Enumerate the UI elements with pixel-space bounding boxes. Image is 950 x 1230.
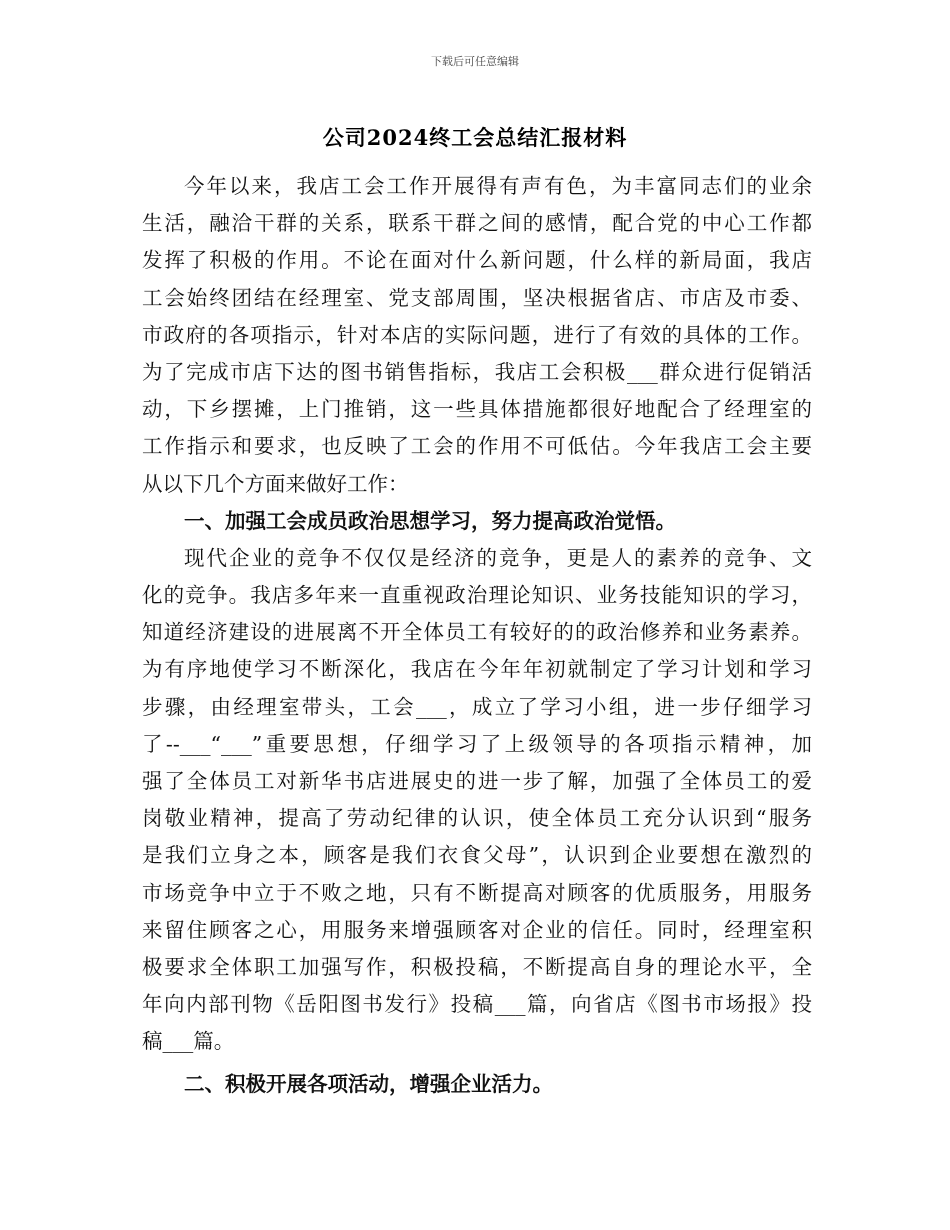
document-title: 公司2024终工会总结汇报材料 — [322, 125, 628, 150]
paragraph-line: 来留住顾客之心，用服务来增强顾客对企业的信任。同时，经理室积 — [142, 917, 812, 942]
paragraph-line: 工作指示和要求，也反映了工会的作用不可低估。今年我店工会主要 — [142, 434, 812, 459]
paragraph-line: 化的竞争。我店多年来一直重视政治理论知识、业务技能知识的学习， — [142, 583, 812, 608]
document-body — [142, 168, 812, 1103]
paragraph-line: 动，下乡摆摊，上门推销，这一些具体措施都很好地配合了经理室的 — [142, 397, 812, 422]
paragraph-line: 今年以来，我店工会工作开展得有声有色，为丰富同志们的业余 — [184, 174, 812, 198]
paragraph-line: 市场竞争中立于不败之地，只有不断提高对顾客的优质服务，用服务 — [142, 880, 812, 905]
paragraph-line: 市政府的各项指示，针对本店的实际问题，进行了有效的具体的工作。 — [142, 322, 812, 347]
paragraph-line: 岗敬业精神，提高了劳动纪律的认识，使全体员工充分认识到“服务 — [142, 806, 812, 831]
section-heading: 二、积极开展各项活动，增强企业活力。 — [184, 1071, 553, 1096]
paragraph-line: 年向内部刊物《岳阳图书发行》投稿___篇，向省店《图书市场报》投 — [142, 992, 812, 1017]
paragraph-line: 步骤，由经理室带头，工会___，成立了学习小组，进一步仔细学习 — [142, 694, 812, 719]
paragraph-line: 极要求全体职工加强写作，积极投稿，不断提高自身的理论水平，全 — [142, 954, 812, 979]
paragraph-line: 强了全体员工对新华书店进展史的进一步了解，加强了全体员工的爱 — [142, 769, 812, 793]
section-heading: 一、加强工会成员政治思想学习，努力提高政治觉悟。 — [184, 508, 676, 533]
paragraph-line: 了--___“___”重要思想，仔细学习了上级领导的各项指示精神，加 — [142, 731, 812, 756]
paragraph-line: 为了完成市店下达的图书销售指标，我店工会积极___群众进行促销活 — [142, 359, 812, 384]
paragraph-line: 是我们立身之本，顾客是我们衣食父母”，认识到企业要想在激烈的 — [142, 843, 812, 868]
paragraph-line: 生活，融洽干群的关系，联系干群之间的感情，配合党的中心工作都 — [142, 211, 812, 236]
paragraph-line: 知道经济建设的进展离不开全体员工有较好的的政治修养和业务素养。 — [142, 620, 812, 645]
paragraph-line: 现代企业的竞争不仅仅是经济的竞争，更是人的素养的竞争、文 — [184, 545, 812, 570]
paragraph-line: 为有序地使学习不断深化，我店在今年年初就制定了学习计划和学习 — [142, 657, 812, 682]
paragraph-line: 工会始终团结在经理室、党支部周围，坚决根据省店、市店及市委、 — [142, 285, 812, 310]
paragraph-line: 稿___篇。 — [142, 1029, 235, 1054]
paragraph-line: 发挥了积极的作用。不论在面对什么新问题，什么样的新局面，我店 — [142, 248, 812, 273]
paragraph-line: 从以下几个方面来做好工作： — [142, 471, 409, 496]
header-note: 下载后可任意编辑 — [431, 55, 519, 68]
